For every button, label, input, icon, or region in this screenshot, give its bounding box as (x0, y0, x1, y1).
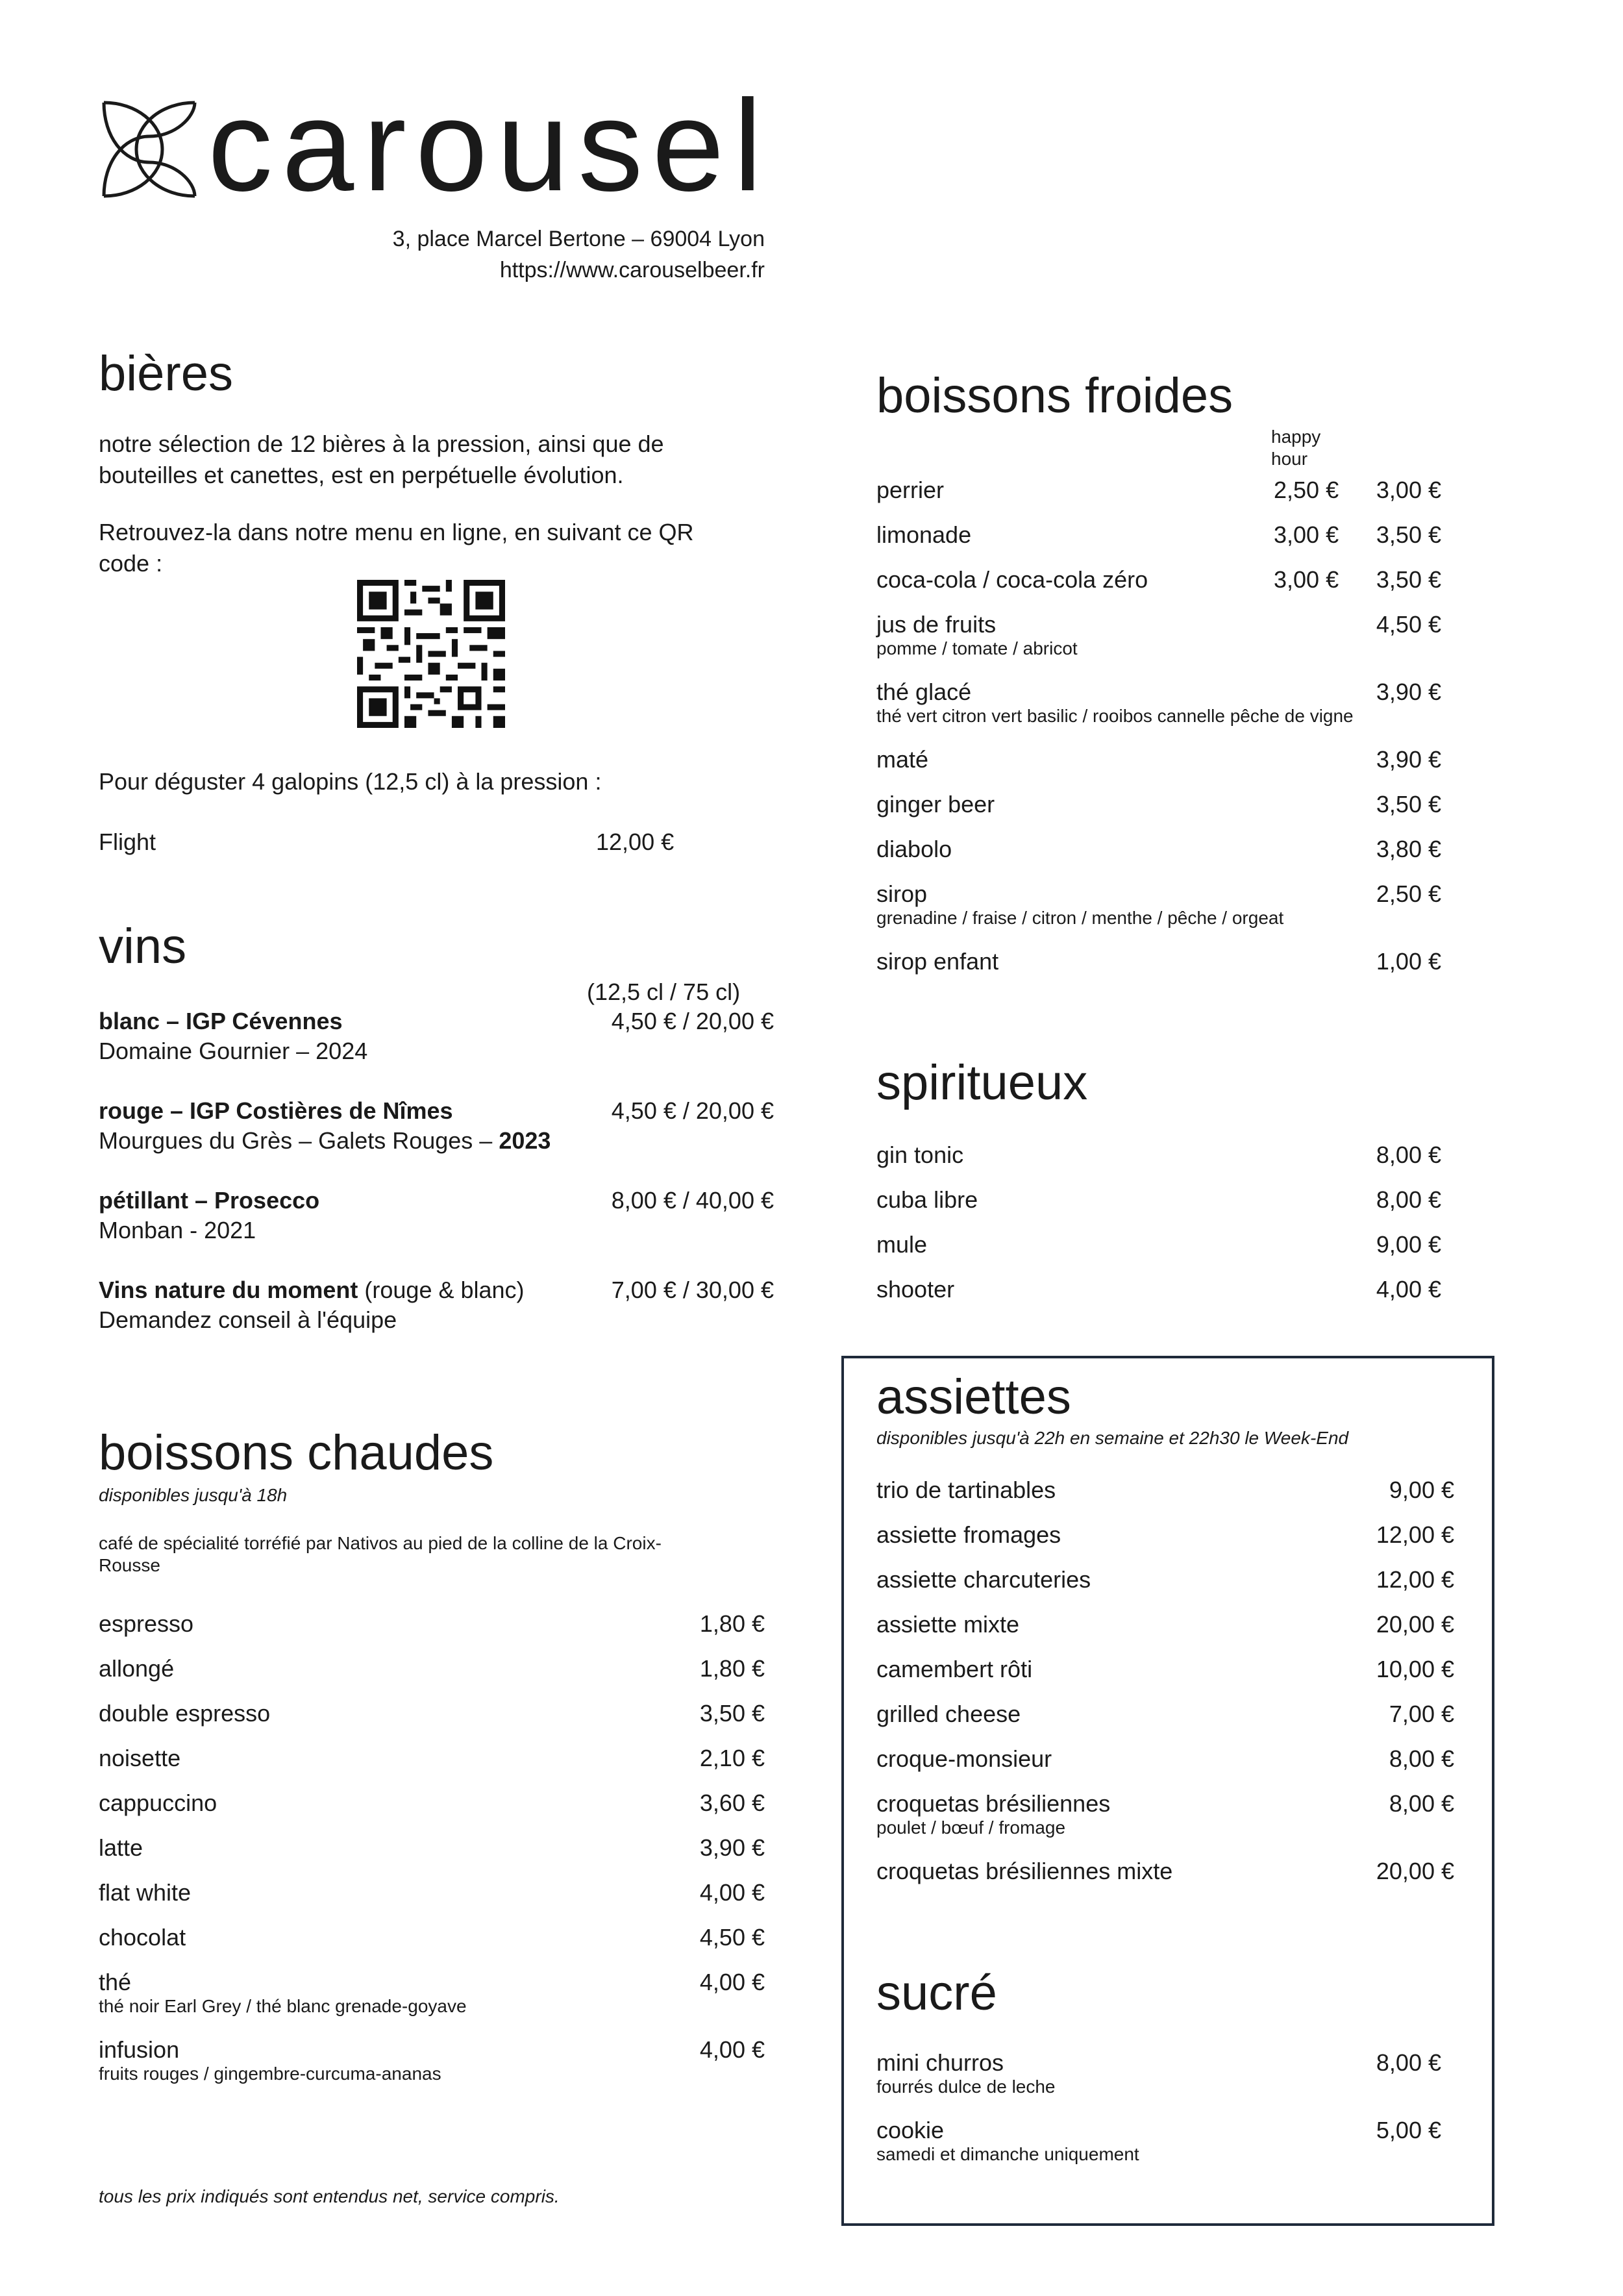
wine-name: blanc – IGP Cévennes (99, 1008, 343, 1034)
item-name: croquetas brésiliennes mixte (876, 1858, 1173, 1884)
wine-detail: Domaine Gournier – 2024 (99, 1038, 368, 1064)
item-price: 3,50 € (1376, 791, 1441, 817)
item-name: thé (99, 1969, 132, 1995)
section-title-chaudes: boissons chaudes (99, 1425, 494, 1480)
happy-hour-label: happy hour (1271, 427, 1321, 469)
item-price: 3,90 € (1376, 746, 1441, 773)
item-price: 3,00 € (1376, 477, 1441, 503)
item-price: 1,00 € (1376, 948, 1441, 975)
wine-name: pétillant – Prosecco (99, 1187, 320, 1214)
item-name: shooter (876, 1276, 955, 1303)
item-description: poulet / bœuf / fromage (876, 1817, 1066, 1838)
item-description: thé noir Earl Grey / thé blanc grenade-goyave (99, 1996, 467, 2016)
item-price: 3,50 € (1376, 521, 1441, 548)
wine-name-line (99, 1277, 525, 1304)
item-price: 1,80 € (699, 1610, 765, 1637)
item-price: 8,00 € (1389, 1790, 1454, 1817)
item-name: assiette charcuteries (876, 1566, 1091, 1593)
address-line: 3, place Marcel Bertone – 69004 Lyon (392, 227, 765, 251)
flight-name: Flight (99, 829, 156, 855)
item-price: 3,90 € (699, 1834, 765, 1861)
item-description: pomme / tomate / abricot (876, 638, 1078, 658)
item-name: cookie (876, 2117, 945, 2143)
wine-price: 4,50 € / 20,00 € (611, 1097, 774, 1124)
wine-price: 4,50 € / 20,00 € (611, 1008, 774, 1034)
section-title-bieres: bières (99, 346, 233, 401)
item-name: coca-cola / coca-cola zéro (876, 566, 1148, 593)
item-happy-hour-price: 2,50 € (1274, 477, 1339, 503)
item-price: 2,50 € (1376, 880, 1441, 907)
bieres-intro: notre sélection de 12 bières à la pression, ainsi que de bouteilles et canettes, est en perpétuelle évolution. (99, 430, 664, 488)
section-title-assiettes: assiettes (876, 1369, 1071, 1425)
item-name: allongé (99, 1655, 175, 1682)
item-price: 5,00 € (1376, 2117, 1441, 2143)
item-price: 2,10 € (699, 1745, 765, 1771)
chaudes-note: café de spécialité torréfié par Nativos au pied de la colline de la Croix-Rousse (99, 1533, 662, 1575)
item-price: 8,00 € (1376, 2049, 1441, 2076)
item-price: 4,50 € (1376, 611, 1441, 638)
item-name: ginger beer (876, 791, 995, 817)
item-name: sirop (876, 880, 928, 907)
item-name: noisette (99, 1745, 181, 1771)
item-price: 3,60 € (699, 1790, 765, 1816)
item-price: 4,00 € (699, 2036, 765, 2063)
carousel-logo-icon (97, 97, 201, 201)
item-price: 8,00 € (1376, 1186, 1441, 1213)
wine-price: 7,00 € / 30,00 € (611, 1277, 774, 1303)
wine-name: Vins nature du moment (99, 1277, 358, 1303)
chaudes-availability: disponibles jusqu'à 18h (99, 1485, 288, 1505)
item-name: grilled cheese (876, 1701, 1021, 1727)
item-price: 1,80 € (699, 1655, 765, 1682)
item-price: 3,50 € (699, 1700, 765, 1727)
item-description: thé vert citron vert basilic / rooibos cannelle pêche de vigne (876, 706, 1354, 726)
item-description: fruits rouges / gingembre-curcuma-ananas (99, 2064, 441, 2084)
item-name: double espresso (99, 1700, 271, 1727)
item-name: latte (99, 1834, 143, 1861)
wine-price: 8,00 € / 40,00 € (611, 1187, 774, 1214)
item-price: 7,00 € (1389, 1701, 1454, 1727)
item-name: flat white (99, 1879, 192, 1906)
item-name: maté (876, 746, 929, 773)
footer-note: tous les prix indiqués sont entendus net, service compris. (99, 2186, 560, 2206)
item-name: infusion (99, 2036, 180, 2063)
item-name: cappuccino (99, 1790, 217, 1816)
wine-detail: Mourgues du Grès – Galets Rouges – (99, 1127, 499, 1154)
wine-detail: Monban - 2021 (99, 1217, 256, 1243)
item-description: fourrés dulce de leche (876, 2077, 1056, 2097)
wine-detail: Demandez conseil à l'équipe (99, 1306, 397, 1333)
item-name: thé glacé (876, 679, 972, 705)
brand-name: carousel (208, 73, 771, 218)
item-price: 3,80 € (1376, 836, 1441, 862)
item-price: 4,50 € (699, 1924, 765, 1951)
item-name: mule (876, 1231, 928, 1258)
item-name: perrier (876, 477, 945, 503)
section-title-spiritueux: spiritueux (876, 1055, 1088, 1110)
vins-unit-header: (12,5 cl / 75 cl) (587, 979, 741, 1005)
assiettes-availability: disponibles jusqu'à 22h en semaine et 22h30 le Week-End (876, 1428, 1349, 1448)
wine-detail-line (99, 1127, 551, 1154)
item-name: mini churros (876, 2049, 1004, 2076)
item-price: 4,00 € (1376, 1276, 1441, 1303)
item-name: croquetas brésiliennes (876, 1790, 1111, 1817)
qr-code[interactable] (357, 580, 505, 728)
item-price: 12,00 € (1376, 1566, 1454, 1593)
item-price: 4,00 € (699, 1879, 765, 1906)
item-name: diabolo (876, 836, 952, 862)
item-price: 4,00 € (699, 1969, 765, 1995)
item-happy-hour-price: 3,00 € (1274, 566, 1339, 593)
section-title-froides: boissons froides (876, 368, 1233, 423)
item-price: 3,90 € (1376, 679, 1441, 705)
item-price: 8,00 € (1389, 1745, 1454, 1772)
website-link[interactable]: https://www.carouselbeer.fr (499, 258, 765, 282)
item-happy-hour-price: 3,00 € (1274, 521, 1339, 548)
section-title-sucre: sucré (876, 1965, 997, 2021)
item-name: jus de fruits (876, 611, 997, 638)
item-name: espresso (99, 1610, 194, 1637)
item-price: 3,50 € (1376, 566, 1441, 593)
item-description: samedi et dimanche uniquement (876, 2144, 1139, 2164)
wine-name: rouge – IGP Costières de Nîmes (99, 1097, 453, 1124)
item-name: assiette mixte (876, 1611, 1020, 1638)
bieres-qr-text: Retrouvez-la dans notre menu en ligne, en suivant ce QR code : (99, 519, 694, 577)
item-price: 20,00 € (1376, 1858, 1454, 1884)
item-name: chocolat (99, 1924, 186, 1951)
item-price: 9,00 € (1376, 1231, 1441, 1258)
flight-price: 12,00 € (596, 829, 675, 855)
item-description: grenadine / fraise / citron / menthe / pêche / orgeat (876, 908, 1284, 928)
address (310, 223, 765, 286)
item-price: 9,00 € (1389, 1477, 1454, 1503)
item-price: 8,00 € (1376, 1142, 1441, 1168)
item-name: limonade (876, 521, 972, 548)
item-name: assiette fromages (876, 1521, 1061, 1548)
wine-vintage: 2023 (499, 1127, 551, 1154)
item-name: trio de tartinables (876, 1477, 1056, 1503)
item-name: gin tonic (876, 1142, 964, 1168)
item-name: croque-monsieur (876, 1745, 1052, 1772)
bieres-tasting: Pour déguster 4 galopins (12,5 cl) à la pression : (99, 768, 602, 795)
section-title-vins: vins (99, 919, 187, 974)
item-price: 12,00 € (1376, 1521, 1454, 1548)
item-name: sirop enfant (876, 948, 999, 975)
wine-name-suffix: (rouge & blanc) (358, 1277, 525, 1303)
item-price: 10,00 € (1376, 1656, 1454, 1682)
item-name: cuba libre (876, 1186, 978, 1213)
item-price: 20,00 € (1376, 1611, 1454, 1638)
item-name: camembert rôti (876, 1656, 1033, 1682)
